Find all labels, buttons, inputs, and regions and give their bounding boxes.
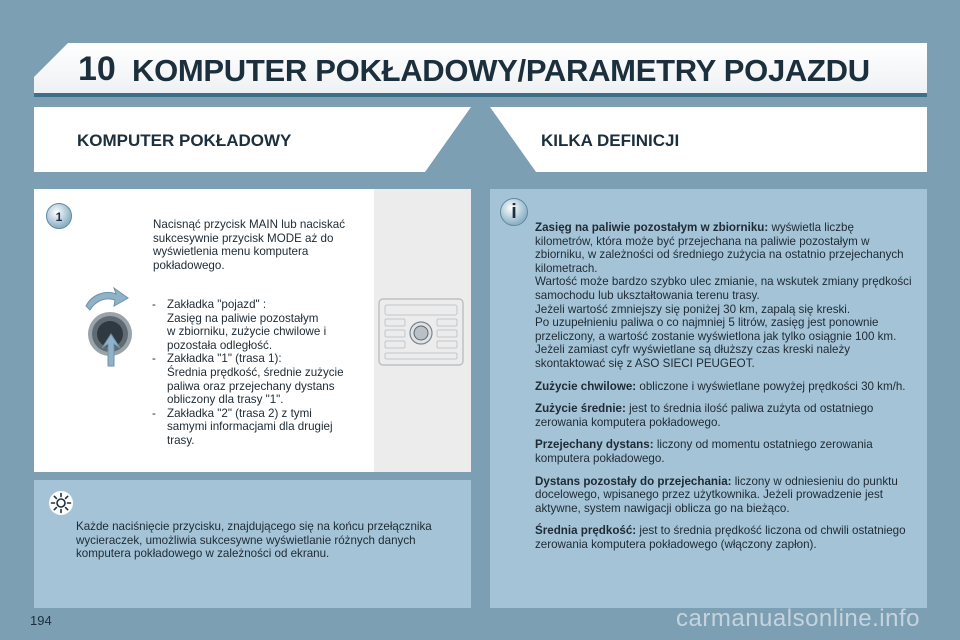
definition-item: Przejechany dystans: liczony od momentu ostatniego zerowania komputera pokładowego. [535, 438, 873, 465]
list-item: - Zakładka "pojazd" : Zasięg na paliwie pozostałym w zbiorniku, zużycie chwilowe i pozostała odległość. [152, 298, 327, 352]
page-number: 194 [30, 613, 52, 628]
definition-term: Dystans pozostały do przejechania: [535, 474, 732, 488]
title-underline [34, 93, 927, 97]
intro-text: Nacisnąć przycisk MAIN lub naciskać sukcesywnie przycisk MODE aż do wyświetlenia menu komputera pokładowego. [153, 218, 345, 272]
info-icon: i [500, 198, 528, 226]
tab-list [152, 298, 367, 448]
definition-item: Dystans pozostały do przejechania: liczony w odniesieniu do punktu docelowego, wpisanego przez użytkownika. Jeżeli prowadzenie jest aktywne, system nawigacji oblicza go na bieżąco. [535, 474, 898, 515]
definition-item: Zasięg na paliwie pozostałym w zbiorniku: wyświetla liczbę kilometrów, która może być przejechana na paliwie pozostałym w zbiorniku, w zależności od średniego zużycia na ostatnio przejechanych kilometrach. Wartość może bardzo szybko ulec zmianie, na wskutek zmiany prędkości samochodu lub ukształtowania terenu trasy. Jeżeli wartość zmniejszy się poniżej 30 km, zapalą się kreski. Po uzupełnieniu paliwa o co najmniej 5 litrów, zasięg jest ponownie przeliczony, a wartość zostanie wyświetlona jak tylko osiągnie 100 km. Jeżeli zamiast cyfr wyświetlane są dłuższy czas kreski należy skontaktować się z ASO SIECI PEUGEOT. [535, 221, 912, 370]
definitions-list [535, 221, 915, 560]
rotary-knob-icon [78, 284, 142, 368]
definition-term: Zasięg na paliwie pozostałym w zbiorniku: [535, 221, 769, 234]
step-number-badge: 1 [46, 203, 72, 229]
list-item: - Zakładka "2" (trasa 2) z tymi samymi informacjami dla drugiej trasy. [152, 406, 333, 447]
definition-term: Średnia prędkość: [535, 524, 637, 538]
definition-term: Przejechany dystans: [535, 438, 654, 452]
radio-unit-illustration [377, 295, 465, 369]
definition-item: Zużycie chwilowe: obliczone i wyświetlane powyżej prędkości 30 km/h. [535, 379, 906, 393]
tip-text: Każde naciśnięcie przycisku, znajdującego się na końcu przełącznika wycieraczek, umożliwia sukcesywne wyświetlanie różnych danych komputera pokładowego w zależności od ekranu. [76, 520, 432, 561]
list-item: - Zakładka "1" (trasa 1): Średnia prędkość, średnie zużycie paliwa oraz przejechany dystans obliczony dla trasy "1". [152, 352, 344, 407]
chapter-number: 10 [78, 50, 116, 88]
definition-item: Zużycie średnie: jest to średnia ilość paliwa zużyta od ostatniego zerowania komputera pokładowego. [535, 402, 874, 429]
right-section-title: KILKA DEFINICJI [541, 131, 680, 150]
sun-icon [48, 490, 74, 516]
left-section-title: KOMPUTER POKŁADOWY [77, 131, 292, 150]
chapter-title: KOMPUTER POKŁADOWY/PARAMETRY POJAZDU [132, 53, 870, 88]
definition-item: Średnia prędkość: jest to średnia prędkość liczona od chwili ostatniego zerowania komputera pokładowego (włączony zapłon). [535, 524, 906, 551]
watermark: carmanualsonline.info [676, 605, 920, 632]
definition-term: Zużycie chwilowe: [535, 379, 637, 393]
definition-term: Zużycie średnie: [535, 402, 626, 416]
